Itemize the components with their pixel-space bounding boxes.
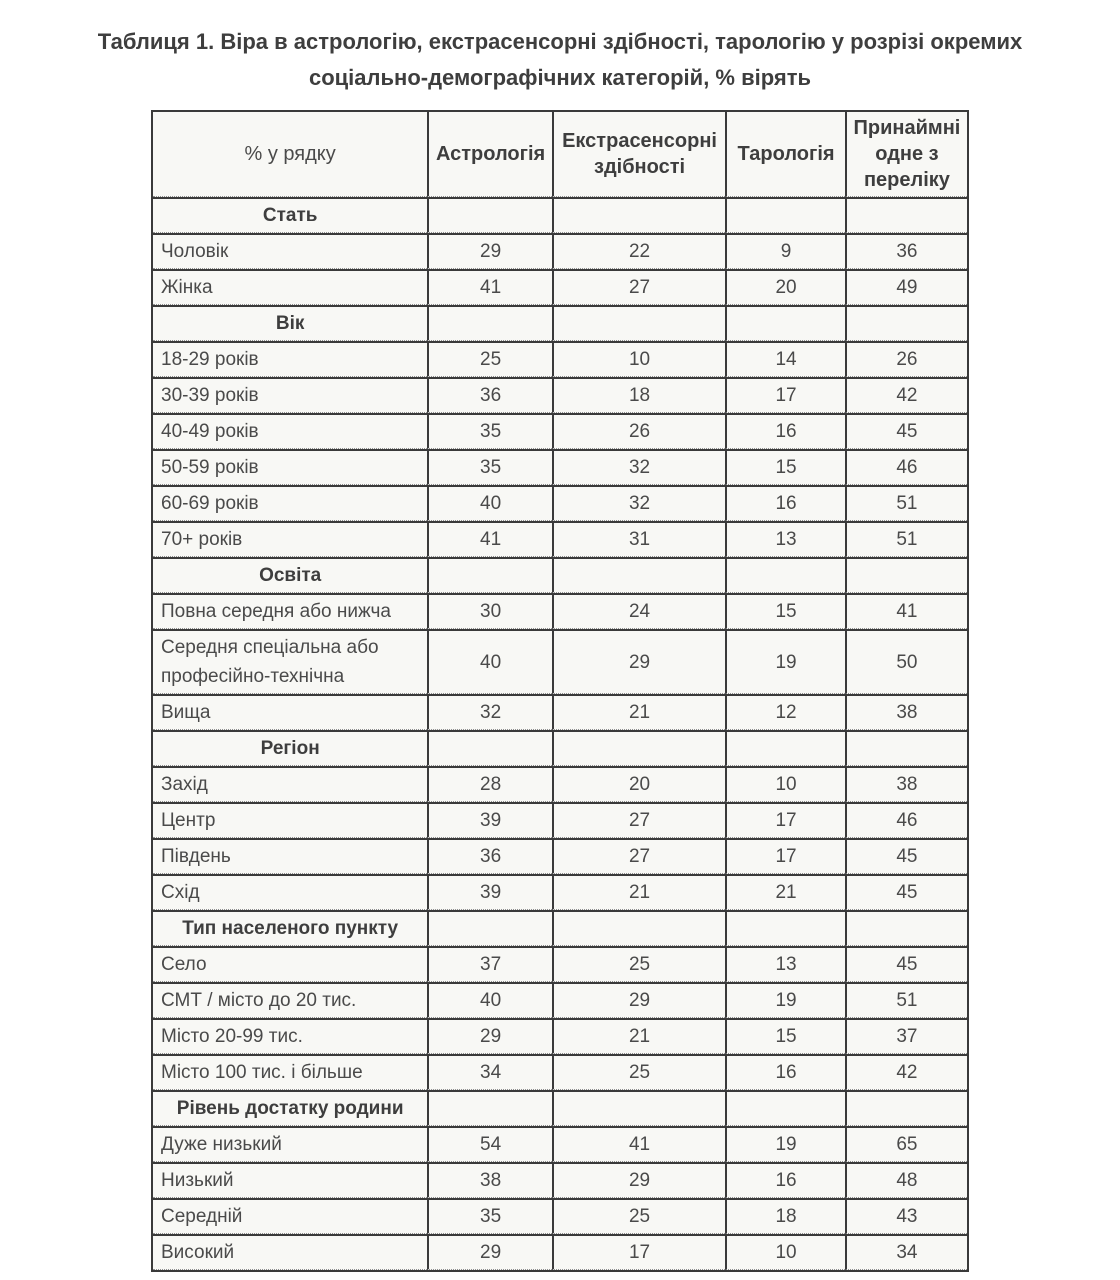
table-row [153,521,967,557]
table-title-line-1: Таблиця 1. Віра в астрологію, екстрасенсорні здібності, тарологію у розрізі окремих [97,29,1023,54]
value-cell: 25 [552,1054,725,1090]
empty-cell [845,1090,967,1126]
table-row [153,593,967,629]
table-row [153,766,967,802]
value-cell: 19 [725,1126,845,1162]
empty-cell [845,197,967,233]
row-label: СМТ / місто до 20 тис. [153,982,427,1018]
empty-cell [427,305,552,341]
value-cell: 24 [552,593,725,629]
value-cell: 18 [725,1198,845,1234]
value-cell: 48 [845,1162,967,1198]
table-title-line-2: соціально-демографічних категорій, % вірять [308,65,812,90]
row-label: Захід [153,766,427,802]
value-cell: 17 [725,377,845,413]
empty-cell [552,910,725,946]
value-cell: 31 [552,521,725,557]
table-row [153,874,967,910]
table-row [153,946,967,982]
value-cell: 29 [427,1234,552,1270]
column-header-extrasensory: Екстрасенсорні здібності [552,112,725,197]
value-cell: 50 [845,629,967,694]
value-cell: 17 [725,838,845,874]
value-cell: 46 [845,802,967,838]
value-cell: 15 [725,1018,845,1054]
value-cell: 36 [845,233,967,269]
value-cell: 19 [725,629,845,694]
value-cell: 32 [552,449,725,485]
value-cell: 18 [552,377,725,413]
empty-cell [427,197,552,233]
value-cell: 10 [725,1234,845,1270]
table-row [153,838,967,874]
table-row [153,413,967,449]
table-row [153,694,967,730]
value-cell: 26 [845,341,967,377]
row-label: Місто 20-99 тис. [153,1018,427,1054]
table-container [151,110,969,1272]
row-label: Схід [153,874,427,910]
value-cell: 35 [427,1198,552,1234]
section-title: Стать [153,197,427,233]
value-cell: 45 [845,946,967,982]
row-label: Вища [153,694,427,730]
value-cell: 27 [552,838,725,874]
row-label: 40-49 років [153,413,427,449]
row-label: Високий [153,1234,427,1270]
value-cell: 39 [427,802,552,838]
empty-cell [725,730,845,766]
value-cell: 25 [552,946,725,982]
table-row [153,1234,967,1270]
value-cell: 21 [552,1018,725,1054]
row-label: Середня спеціальна або професійно-технічна [153,629,427,694]
value-cell: 29 [552,629,725,694]
value-cell: 21 [552,874,725,910]
value-cell: 15 [725,449,845,485]
belief-table [151,110,969,1272]
row-label: Південь [153,838,427,874]
section-header-row [153,197,967,233]
value-cell: 29 [427,1018,552,1054]
empty-cell [725,305,845,341]
row-label: Низький [153,1162,427,1198]
table-row [153,1198,967,1234]
value-cell: 15 [725,593,845,629]
value-cell: 42 [845,377,967,413]
value-cell: 54 [427,1126,552,1162]
table-row [153,269,967,305]
table-row [153,233,967,269]
column-header-at-least-one: Принаймні одне з переліку [845,112,967,197]
value-cell: 16 [725,413,845,449]
value-cell: 39 [427,874,552,910]
table-body [153,197,967,1270]
value-cell: 10 [725,766,845,802]
table-row [153,485,967,521]
value-cell: 17 [725,802,845,838]
value-cell: 51 [845,982,967,1018]
value-cell: 16 [725,485,845,521]
table-row [153,341,967,377]
value-cell: 17 [552,1234,725,1270]
row-label: Жінка [153,269,427,305]
empty-cell [845,910,967,946]
section-title: Регіон [153,730,427,766]
section-header-row [153,910,967,946]
empty-cell [552,305,725,341]
empty-cell [725,557,845,593]
value-cell: 27 [552,269,725,305]
value-cell: 25 [427,341,552,377]
value-cell: 22 [552,233,725,269]
value-cell: 35 [427,449,552,485]
row-label: Чоловік [153,233,427,269]
value-cell: 16 [725,1054,845,1090]
column-header-row [153,112,967,197]
row-label: 30-39 років [153,377,427,413]
value-cell: 41 [845,593,967,629]
empty-cell [845,557,967,593]
column-header-percent-in-row: % у рядку [153,112,427,197]
value-cell: 49 [845,269,967,305]
section-title: Освіта [153,557,427,593]
column-header-tarology: Тарологія [725,112,845,197]
empty-cell [427,730,552,766]
empty-cell [552,557,725,593]
table-row [153,1054,967,1090]
value-cell: 37 [845,1018,967,1054]
value-cell: 65 [845,1126,967,1162]
value-cell: 26 [552,413,725,449]
empty-cell [845,305,967,341]
empty-cell [552,1090,725,1126]
value-cell: 13 [725,946,845,982]
value-cell: 38 [427,1162,552,1198]
value-cell: 40 [427,485,552,521]
empty-cell [552,730,725,766]
section-header-row [153,557,967,593]
row-label: Повна середня або нижча [153,593,427,629]
section-title: Тип населеного пункту [153,910,427,946]
value-cell: 41 [552,1126,725,1162]
value-cell: 29 [552,1162,725,1198]
value-cell: 21 [725,874,845,910]
value-cell: 45 [845,838,967,874]
section-header-row [153,305,967,341]
value-cell: 36 [427,377,552,413]
value-cell: 32 [552,485,725,521]
value-cell: 38 [845,766,967,802]
empty-cell [725,1090,845,1126]
value-cell: 32 [427,694,552,730]
column-header-astrology: Астрологія [427,112,552,197]
value-cell: 34 [427,1054,552,1090]
table-row [153,1162,967,1198]
value-cell: 51 [845,521,967,557]
empty-cell [845,730,967,766]
section-header-row [153,730,967,766]
value-cell: 9 [725,233,845,269]
empty-cell [725,910,845,946]
row-label: 60-69 років [153,485,427,521]
value-cell: 36 [427,838,552,874]
value-cell: 20 [725,269,845,305]
value-cell: 42 [845,1054,967,1090]
value-cell: 29 [552,982,725,1018]
value-cell: 41 [427,269,552,305]
value-cell: 29 [427,233,552,269]
value-cell: 35 [427,413,552,449]
value-cell: 51 [845,485,967,521]
value-cell: 14 [725,341,845,377]
row-label: Село [153,946,427,982]
row-label: 18-29 років [153,341,427,377]
value-cell: 40 [427,629,552,694]
value-cell: 45 [845,413,967,449]
row-label: Дуже низький [153,1126,427,1162]
value-cell: 12 [725,694,845,730]
table-row [153,1018,967,1054]
value-cell: 46 [845,449,967,485]
value-cell: 27 [552,802,725,838]
row-label: Місто 100 тис. і більше [153,1054,427,1090]
value-cell: 38 [845,694,967,730]
table-row [153,629,967,694]
section-title: Рівень достатку родини [153,1090,427,1126]
table-row [153,449,967,485]
value-cell: 10 [552,341,725,377]
value-cell: 25 [552,1198,725,1234]
empty-cell [552,197,725,233]
row-label: Середній [153,1198,427,1234]
value-cell: 37 [427,946,552,982]
value-cell: 40 [427,982,552,1018]
table-row [153,802,967,838]
section-header-row [153,1090,967,1126]
empty-cell [427,910,552,946]
empty-cell [725,197,845,233]
row-label: 50-59 років [153,449,427,485]
value-cell: 20 [552,766,725,802]
value-cell: 43 [845,1198,967,1234]
empty-cell [427,1090,552,1126]
table-row [153,377,967,413]
row-label: Центр [153,802,427,838]
value-cell: 21 [552,694,725,730]
empty-cell [427,557,552,593]
table-row [153,982,967,1018]
value-cell: 19 [725,982,845,1018]
table-row [153,1126,967,1162]
value-cell: 16 [725,1162,845,1198]
value-cell: 41 [427,521,552,557]
section-title: Вік [153,305,427,341]
value-cell: 30 [427,593,552,629]
value-cell: 34 [845,1234,967,1270]
value-cell: 45 [845,874,967,910]
value-cell: 28 [427,766,552,802]
value-cell: 13 [725,521,845,557]
table-title [30,24,1090,96]
row-label: 70+ років [153,521,427,557]
